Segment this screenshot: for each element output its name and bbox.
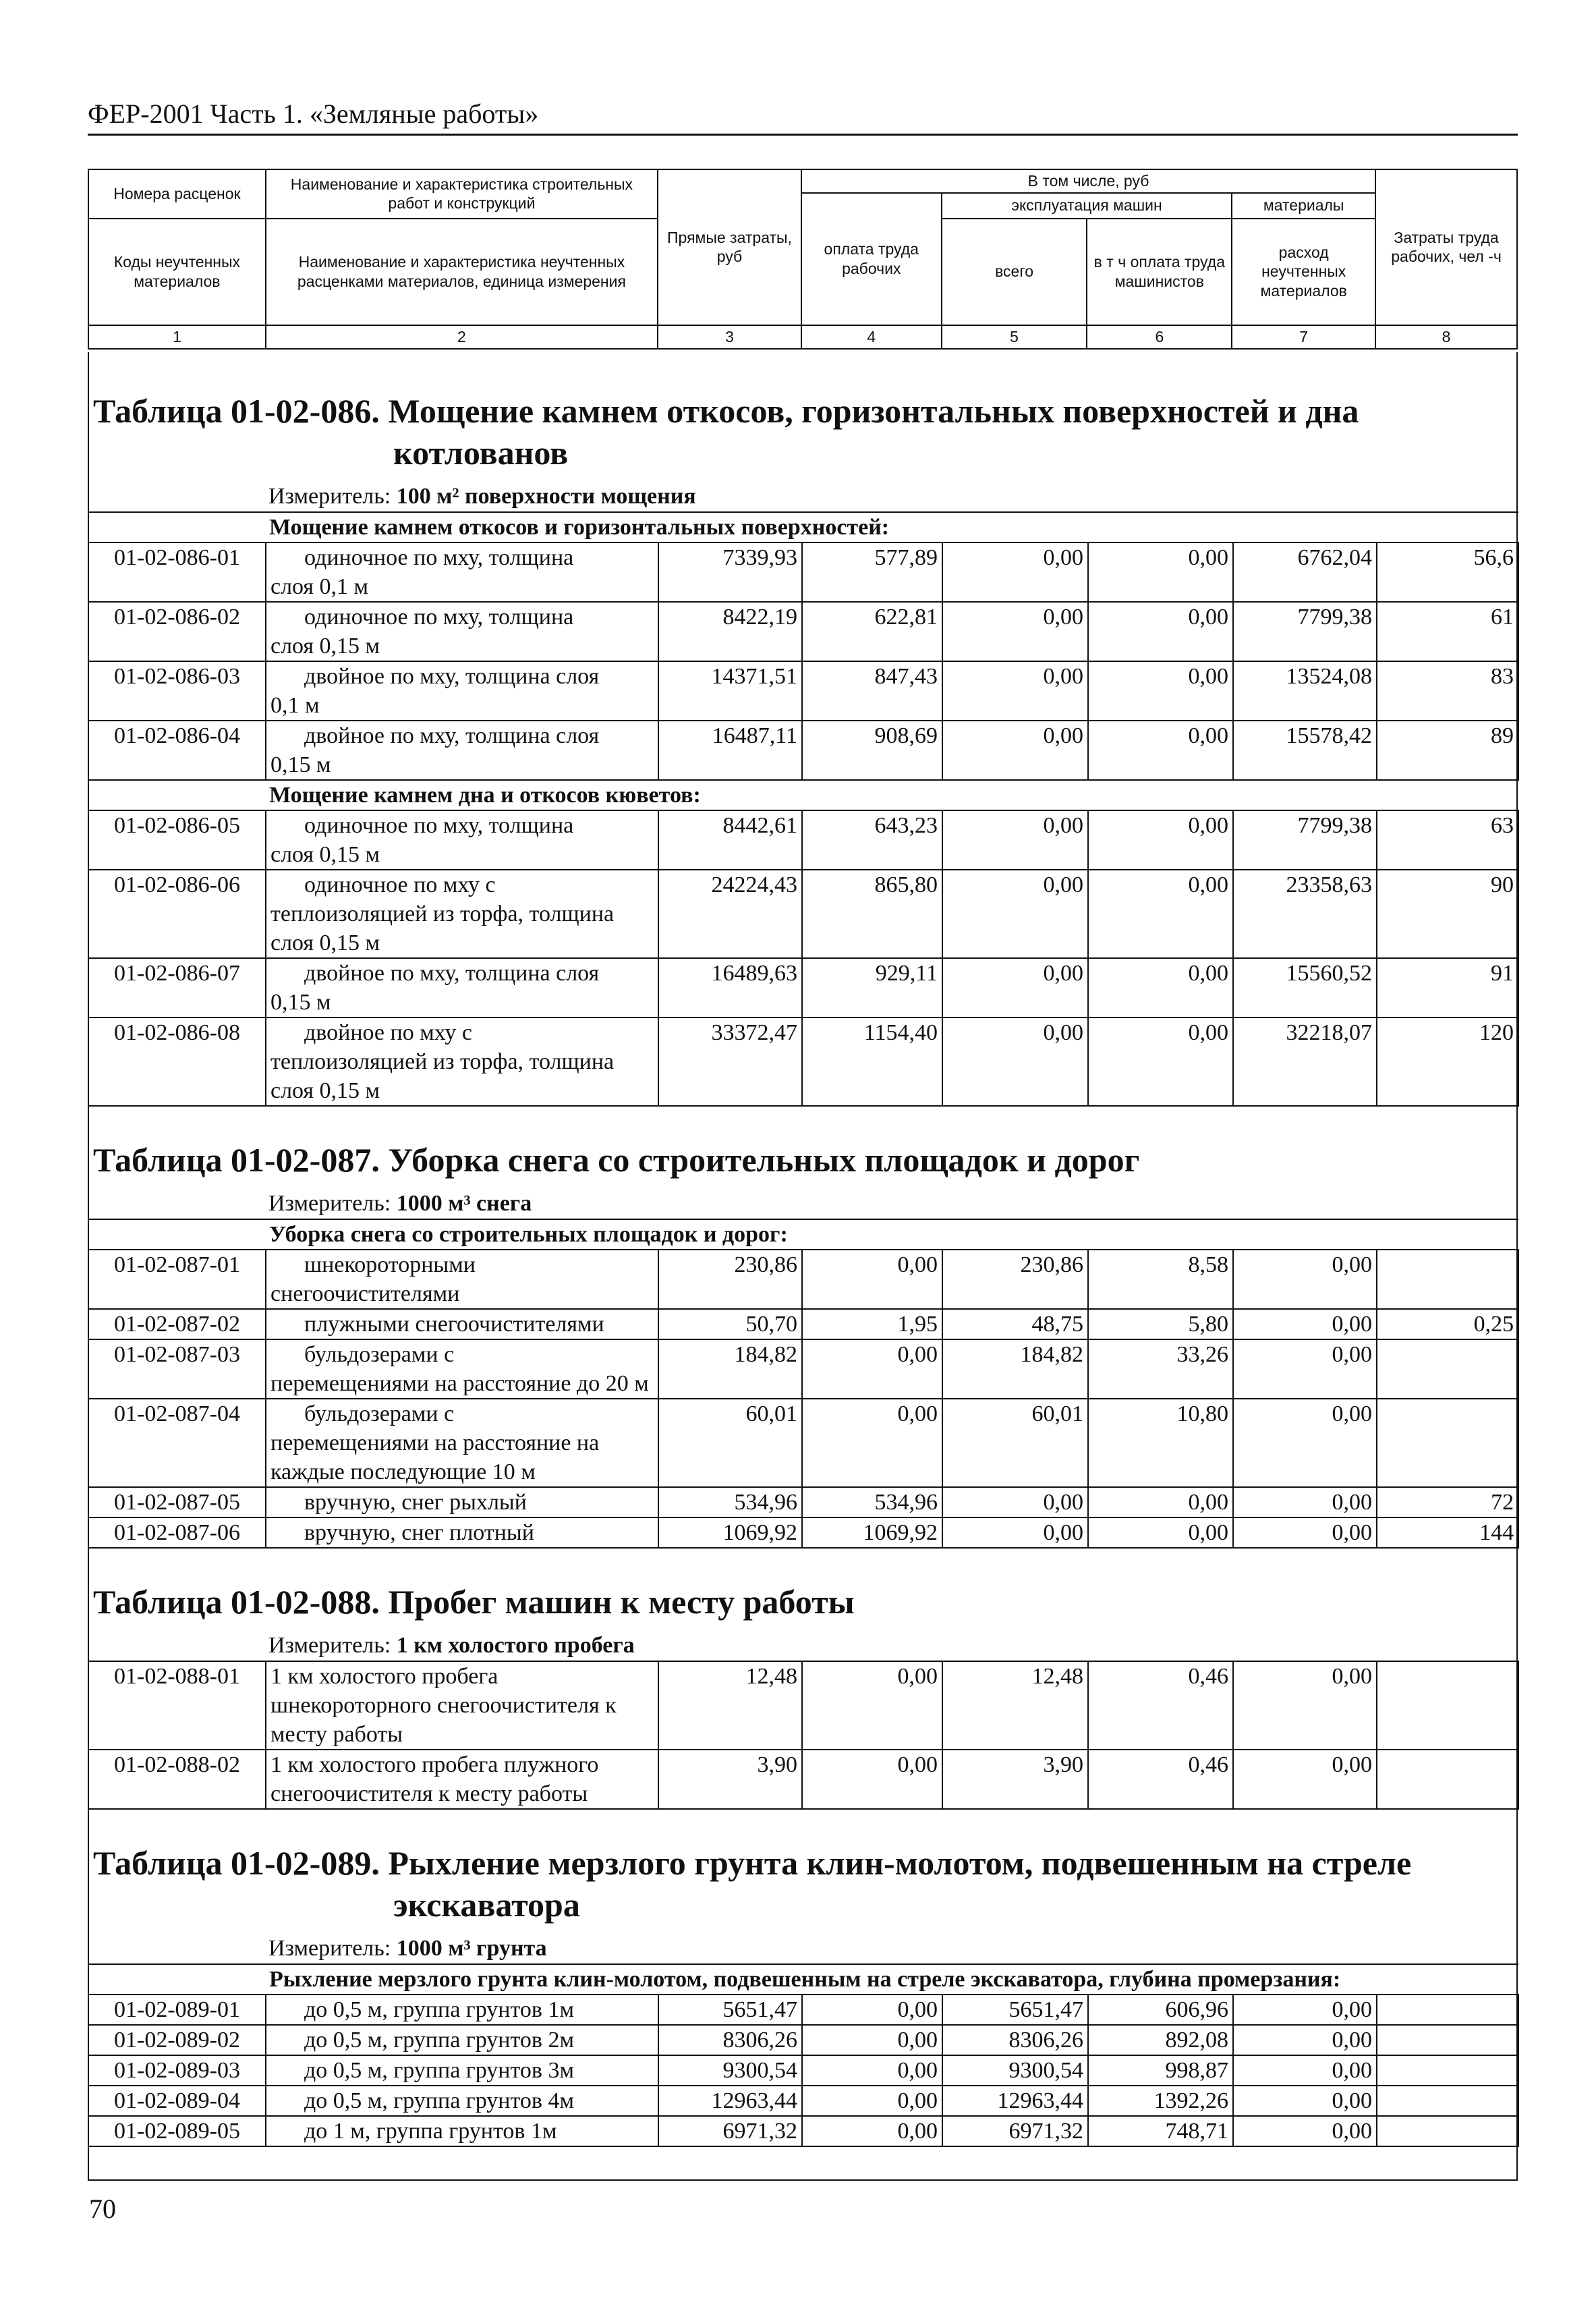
measure-line bbox=[268, 1934, 1518, 1963]
rate-code: 01-02-087-01 bbox=[88, 1250, 266, 1309]
work-name-rest: 0,15 м bbox=[270, 990, 331, 1015]
work-name-first-line: бульдозерами с bbox=[304, 1342, 455, 1367]
group-subtitle-row bbox=[88, 1964, 1518, 1995]
header-c4: оплата труда рабочих bbox=[801, 193, 942, 325]
header-machines: эксплуатация машин bbox=[942, 193, 1232, 219]
value-c3: 9300,54 bbox=[658, 2055, 802, 2086]
value-c5: 0,00 bbox=[942, 1517, 1088, 1548]
work-name bbox=[266, 958, 658, 1018]
value-c6: 8,58 bbox=[1088, 1250, 1233, 1309]
value-c7: 0,00 bbox=[1233, 2055, 1377, 2086]
value-c8 bbox=[1377, 1995, 1518, 2025]
table-title-line: Таблица 01-02-086. Мощение камнем откосов, горизонтальных поверхностей и дна bbox=[93, 392, 1359, 430]
value-c8 bbox=[1377, 2116, 1518, 2146]
value-c3: 1069,92 bbox=[658, 1517, 802, 1548]
table-row bbox=[88, 661, 1518, 721]
table-row bbox=[88, 870, 1518, 958]
work-name-first-line: одиночное по мху, толщина bbox=[304, 605, 574, 630]
table-title bbox=[93, 1139, 1518, 1181]
value-c6: 5,80 bbox=[1088, 1309, 1233, 1339]
work-name-first-line: бульдозерами с bbox=[304, 1401, 455, 1426]
value-c7: 0,00 bbox=[1233, 1995, 1377, 2025]
value-c3: 534,96 bbox=[658, 1487, 802, 1517]
rate-code: 01-02-088-01 bbox=[88, 1661, 266, 1750]
measure-value: 1000 м³ грунта bbox=[396, 1936, 547, 1961]
value-c6: 0,00 bbox=[1088, 1517, 1233, 1548]
work-name bbox=[266, 1018, 658, 1106]
work-name bbox=[266, 870, 658, 958]
value-c5: 0,00 bbox=[942, 721, 1088, 780]
value-c8 bbox=[1377, 1250, 1518, 1309]
work-name bbox=[266, 1750, 658, 1809]
value-c7: 0,00 bbox=[1233, 1339, 1377, 1399]
work-name-first-line: одиночное по мху, толщина bbox=[304, 545, 574, 570]
col-num: 5 bbox=[942, 325, 1087, 349]
value-c6: 998,87 bbox=[1088, 2055, 1233, 2086]
value-c6: 0,00 bbox=[1088, 958, 1233, 1018]
value-c7: 15578,42 bbox=[1233, 721, 1377, 780]
header-c1-top: Номера расценок bbox=[88, 169, 266, 219]
work-name-first-line: двойное по мху, толщина слоя bbox=[304, 723, 600, 748]
group-subtitle: Мощение камнем откосов и горизонтальных поверхностей: bbox=[88, 512, 1518, 542]
value-c6: 1392,26 bbox=[1088, 2086, 1233, 2116]
value-c6: 0,00 bbox=[1088, 1018, 1233, 1106]
value-c6: 0,00 bbox=[1088, 810, 1233, 870]
work-name-first-line: до 0,5 м, группа грунтов 1м bbox=[304, 1997, 574, 2022]
value-c3: 8422,19 bbox=[658, 602, 802, 661]
value-c5: 6971,32 bbox=[942, 2116, 1088, 2146]
value-c5: 48,75 bbox=[942, 1309, 1088, 1339]
header-materials: материалы bbox=[1232, 193, 1375, 219]
header-c5: всего bbox=[942, 219, 1087, 325]
value-c7: 0,00 bbox=[1233, 1487, 1377, 1517]
rate-code: 01-02-089-01 bbox=[88, 1995, 266, 2025]
col-num: 8 bbox=[1375, 325, 1517, 349]
value-c3: 16489,63 bbox=[658, 958, 802, 1018]
rate-code: 01-02-086-01 bbox=[88, 542, 266, 602]
value-c5: 0,00 bbox=[942, 1018, 1088, 1106]
work-name-first-line: шнекороторными bbox=[304, 1252, 476, 1277]
value-c6: 0,00 bbox=[1088, 542, 1233, 602]
value-c8 bbox=[1377, 1661, 1518, 1750]
measure-label: Измеритель: bbox=[268, 1191, 391, 1216]
value-c6: 33,26 bbox=[1088, 1339, 1233, 1399]
table-title-line: котлованов bbox=[393, 434, 569, 472]
table-row bbox=[88, 810, 1518, 870]
table-row bbox=[88, 542, 1518, 602]
value-c3: 7339,93 bbox=[658, 542, 802, 602]
value-c7: 0,00 bbox=[1233, 1517, 1377, 1548]
value-c4: 577,89 bbox=[802, 542, 942, 602]
work-name-first-line: до 0,5 м, группа грунтов 3м bbox=[304, 2058, 574, 2083]
group-subtitle-row bbox=[88, 512, 1518, 542]
value-c5: 12963,44 bbox=[942, 2086, 1088, 2116]
value-c8: 120 bbox=[1377, 1018, 1518, 1106]
value-c3: 6971,32 bbox=[658, 2116, 802, 2146]
work-name-first-line: двойное по мху, толщина слоя bbox=[304, 664, 600, 689]
table-title-line: Таблица 01-02-088. Пробег машин к месту работы bbox=[93, 1583, 855, 1621]
value-c7: 0,00 bbox=[1233, 2086, 1377, 2116]
table-row bbox=[88, 1399, 1518, 1487]
group-subtitle: Мощение камнем дна и откосов кюветов: bbox=[88, 780, 1518, 810]
value-c5: 0,00 bbox=[942, 958, 1088, 1018]
table-row bbox=[88, 721, 1518, 780]
value-c5: 0,00 bbox=[942, 870, 1088, 958]
header-c2-top: Наименование и характеристика строительных работ и конструкций bbox=[266, 169, 658, 219]
rate-tables bbox=[88, 358, 1518, 2147]
rate-table bbox=[88, 1661, 1519, 1810]
measure-value: 100 м² поверхности мощения bbox=[396, 484, 696, 509]
value-c4: 1069,92 bbox=[802, 1517, 942, 1548]
value-c6: 892,08 bbox=[1088, 2025, 1233, 2055]
value-c4: 0,00 bbox=[802, 2055, 942, 2086]
value-c4: 908,69 bbox=[802, 721, 942, 780]
work-name bbox=[266, 721, 658, 780]
value-c4: 643,23 bbox=[802, 810, 942, 870]
rate-code: 01-02-089-02 bbox=[88, 2025, 266, 2055]
value-c8 bbox=[1377, 1339, 1518, 1399]
value-c7: 13524,08 bbox=[1233, 661, 1377, 721]
work-name bbox=[266, 2116, 658, 2146]
col-num: 7 bbox=[1232, 325, 1375, 349]
value-c7: 0,00 bbox=[1233, 1399, 1377, 1487]
measure-line bbox=[268, 1189, 1518, 1219]
rate-code: 01-02-089-03 bbox=[88, 2055, 266, 2086]
table-title bbox=[93, 390, 1518, 474]
header-rule bbox=[88, 134, 1518, 136]
work-name-first-line: до 0,5 м, группа грунтов 2м bbox=[304, 2028, 574, 2053]
rate-table bbox=[88, 1963, 1519, 2147]
value-c3: 5651,47 bbox=[658, 1995, 802, 2025]
rate-code: 01-02-086-07 bbox=[88, 958, 266, 1018]
value-c5: 5651,47 bbox=[942, 1995, 1088, 2025]
value-c4: 534,96 bbox=[802, 1487, 942, 1517]
header-c3: Прямые затраты, руб bbox=[658, 169, 801, 325]
work-name bbox=[266, 2025, 658, 2055]
value-c8: 72 bbox=[1377, 1487, 1518, 1517]
value-c6: 0,00 bbox=[1088, 721, 1233, 780]
table-row bbox=[88, 1250, 1518, 1309]
value-c6: 0,00 bbox=[1088, 661, 1233, 721]
measure-value: 1 км холостого пробега bbox=[396, 1633, 635, 1658]
table-title bbox=[93, 1842, 1518, 1926]
header-c1-bottom: Коды неучтенных материалов bbox=[88, 219, 266, 325]
value-c6: 0,00 bbox=[1088, 1487, 1233, 1517]
table-title-line: экскаватора bbox=[393, 1886, 580, 1924]
value-c5: 9300,54 bbox=[942, 2055, 1088, 2086]
measure-label: Измеритель: bbox=[268, 1936, 391, 1961]
value-c3: 8442,61 bbox=[658, 810, 802, 870]
value-c8: 90 bbox=[1377, 870, 1518, 958]
table-row bbox=[88, 958, 1518, 1018]
group-subtitle-row bbox=[88, 1219, 1518, 1250]
header-incl: В том числе, руб bbox=[801, 169, 1375, 193]
document-header: ФЕР-2001 Часть 1. «Земляные работы» bbox=[88, 99, 539, 129]
value-c3: 12963,44 bbox=[658, 2086, 802, 2116]
value-c7: 23358,63 bbox=[1233, 870, 1377, 958]
value-c8: 0,25 bbox=[1377, 1309, 1518, 1339]
value-c5: 8306,26 bbox=[942, 2025, 1088, 2055]
work-name bbox=[266, 1661, 658, 1750]
work-name-first-line: двойное по мху, толщина слоя bbox=[304, 961, 600, 986]
work-name bbox=[266, 2086, 658, 2116]
work-name-first-line: плужными снегоочистителями bbox=[304, 1312, 604, 1337]
page-number: 70 bbox=[89, 2194, 116, 2224]
value-c4: 847,43 bbox=[802, 661, 942, 721]
work-name bbox=[266, 1487, 658, 1517]
value-c4: 1,95 bbox=[802, 1309, 942, 1339]
value-c3: 16487,11 bbox=[658, 721, 802, 780]
value-c3: 33372,47 bbox=[658, 1018, 802, 1106]
value-c8: 91 bbox=[1377, 958, 1518, 1018]
group-subtitle: Рыхление мерзлого грунта клин-молотом, подвешенным на стреле экскаватора, глубина промерзания: bbox=[88, 1964, 1518, 1995]
value-c8: 61 bbox=[1377, 602, 1518, 661]
work-name-rest: слоя 0,15 м bbox=[270, 634, 380, 659]
work-name bbox=[266, 1250, 658, 1309]
measure-line bbox=[268, 1631, 1518, 1661]
value-c4: 622,81 bbox=[802, 602, 942, 661]
value-c7: 0,00 bbox=[1233, 2025, 1377, 2055]
work-name bbox=[266, 542, 658, 602]
value-c8 bbox=[1377, 2086, 1518, 2116]
table-row bbox=[88, 1517, 1518, 1548]
work-name-rest: 1 км холостого пробега шнекороторного снегоочистителя к месту работы bbox=[270, 1664, 617, 1747]
group-subtitle-row bbox=[88, 780, 1518, 810]
value-c6: 0,46 bbox=[1088, 1750, 1233, 1809]
value-c4: 0,00 bbox=[802, 1995, 942, 2025]
work-name-first-line: вручную, снег плотный bbox=[304, 1520, 534, 1545]
table-row bbox=[88, 1018, 1518, 1106]
rate-code: 01-02-087-03 bbox=[88, 1339, 266, 1399]
value-c3: 184,82 bbox=[658, 1339, 802, 1399]
work-name bbox=[266, 661, 658, 721]
rate-code: 01-02-086-05 bbox=[88, 810, 266, 870]
value-c4: 0,00 bbox=[802, 2025, 942, 2055]
table-row bbox=[88, 2025, 1518, 2055]
group-subtitle: Уборка снега со строительных площадок и дорог: bbox=[88, 1219, 1518, 1250]
work-name bbox=[266, 1309, 658, 1339]
header-c7: расход неучтенных материалов bbox=[1232, 219, 1375, 325]
value-c7: 0,00 bbox=[1233, 1309, 1377, 1339]
work-name-first-line: одиночное по мху с bbox=[304, 872, 496, 897]
value-c4: 0,00 bbox=[802, 1750, 942, 1809]
header-c6: в т ч оплата труда машинистов bbox=[1087, 219, 1232, 325]
value-c4: 0,00 bbox=[802, 2086, 942, 2116]
value-c5: 0,00 bbox=[942, 661, 1088, 721]
value-c5: 0,00 bbox=[942, 602, 1088, 661]
value-c3: 60,01 bbox=[658, 1399, 802, 1487]
value-c5: 3,90 bbox=[942, 1750, 1088, 1809]
value-c6: 0,46 bbox=[1088, 1661, 1233, 1750]
rate-code: 01-02-086-06 bbox=[88, 870, 266, 958]
rate-table bbox=[88, 1219, 1519, 1549]
value-c7: 6762,04 bbox=[1233, 542, 1377, 602]
value-c3: 24224,43 bbox=[658, 870, 802, 958]
work-name bbox=[266, 1399, 658, 1487]
value-c6: 606,96 bbox=[1088, 1995, 1233, 2025]
value-c3: 8306,26 bbox=[658, 2025, 802, 2055]
col-num: 2 bbox=[266, 325, 658, 349]
value-c4: 0,00 bbox=[802, 2116, 942, 2146]
value-c6: 748,71 bbox=[1088, 2116, 1233, 2146]
value-c6: 0,00 bbox=[1088, 870, 1233, 958]
rate-code: 01-02-086-08 bbox=[88, 1018, 266, 1106]
rate-code: 01-02-087-05 bbox=[88, 1487, 266, 1517]
work-name bbox=[266, 602, 658, 661]
value-c7: 7799,38 bbox=[1233, 810, 1377, 870]
col-num: 6 bbox=[1087, 325, 1232, 349]
value-c3: 50,70 bbox=[658, 1309, 802, 1339]
table-title-line: Таблица 01-02-089. Рыхление мерзлого грунта клин-молотом, подвешенным на стреле bbox=[93, 1844, 1412, 1882]
table-title bbox=[93, 1581, 1518, 1623]
work-name-rest: теплоизоляцией из торфа, толщина слоя 0,15 м bbox=[270, 901, 615, 955]
rate-code: 01-02-087-06 bbox=[88, 1517, 266, 1548]
work-name-first-line: до 1 м, группа грунтов 1м bbox=[304, 2119, 557, 2144]
column-header-table bbox=[88, 169, 1518, 350]
table-row bbox=[88, 1750, 1518, 1809]
value-c8: 144 bbox=[1377, 1517, 1518, 1548]
measure-line bbox=[268, 482, 1518, 511]
rate-code: 01-02-088-02 bbox=[88, 1750, 266, 1809]
value-c5: 0,00 bbox=[942, 542, 1088, 602]
table-row bbox=[88, 1309, 1518, 1339]
work-name-rest: слоя 0,15 м bbox=[270, 842, 380, 867]
work-name-first-line: одиночное по мху, толщина bbox=[304, 813, 574, 838]
value-c7: 7799,38 bbox=[1233, 602, 1377, 661]
table-row bbox=[88, 1487, 1518, 1517]
value-c5: 0,00 bbox=[942, 1487, 1088, 1517]
value-c3: 230,86 bbox=[658, 1250, 802, 1309]
value-c4: 0,00 bbox=[802, 1661, 942, 1750]
rate-code: 01-02-087-02 bbox=[88, 1309, 266, 1339]
work-name-first-line: двойное по мху с bbox=[304, 1020, 473, 1045]
value-c4: 929,11 bbox=[802, 958, 942, 1018]
rate-code: 01-02-086-02 bbox=[88, 602, 266, 661]
col-num: 4 bbox=[801, 325, 942, 349]
value-c5: 60,01 bbox=[942, 1399, 1088, 1487]
rate-code: 01-02-086-04 bbox=[88, 721, 266, 780]
value-c7: 32218,07 bbox=[1233, 1018, 1377, 1106]
value-c5: 230,86 bbox=[942, 1250, 1088, 1309]
value-c3: 3,90 bbox=[658, 1750, 802, 1809]
value-c8 bbox=[1377, 2055, 1518, 2086]
value-c8: 89 bbox=[1377, 721, 1518, 780]
value-c7: 0,00 bbox=[1233, 1250, 1377, 1309]
table-row bbox=[88, 2116, 1518, 2146]
value-c7: 15560,52 bbox=[1233, 958, 1377, 1018]
work-name bbox=[266, 2055, 658, 2086]
value-c8 bbox=[1377, 2025, 1518, 2055]
work-name bbox=[266, 1517, 658, 1548]
work-name-rest: перемещениями на расстояние на каждые последующие 10 м bbox=[270, 1430, 600, 1484]
header-c8: Затраты труда рабочих, чел -ч bbox=[1375, 169, 1517, 325]
table-row bbox=[88, 1661, 1518, 1750]
work-name bbox=[266, 1339, 658, 1399]
work-name-rest: 0,15 м bbox=[270, 752, 331, 777]
value-c7: 0,00 bbox=[1233, 2116, 1377, 2146]
work-name-first-line: вручную, снег рыхлый bbox=[304, 1490, 527, 1515]
col-num: 3 bbox=[658, 325, 801, 349]
value-c4: 1154,40 bbox=[802, 1018, 942, 1106]
rate-code: 01-02-086-03 bbox=[88, 661, 266, 721]
value-c7: 0,00 bbox=[1233, 1661, 1377, 1750]
rate-code: 01-02-087-04 bbox=[88, 1399, 266, 1487]
col-num: 1 bbox=[88, 325, 266, 349]
value-c4: 0,00 bbox=[802, 1399, 942, 1487]
rate-code: 01-02-089-05 bbox=[88, 2116, 266, 2146]
measure-label: Измеритель: bbox=[268, 484, 391, 509]
work-name bbox=[266, 1995, 658, 2025]
value-c4: 0,00 bbox=[802, 1339, 942, 1399]
value-c5: 0,00 bbox=[942, 810, 1088, 870]
value-c8: 56,6 bbox=[1377, 542, 1518, 602]
value-c8 bbox=[1377, 1750, 1518, 1809]
value-c8: 83 bbox=[1377, 661, 1518, 721]
table-row bbox=[88, 2086, 1518, 2116]
measure-label: Измеритель: bbox=[268, 1633, 391, 1658]
value-c3: 14371,51 bbox=[658, 661, 802, 721]
table-row bbox=[88, 602, 1518, 661]
value-c3: 12,48 bbox=[658, 1661, 802, 1750]
value-c8: 63 bbox=[1377, 810, 1518, 870]
work-name-rest: 1 км холостого пробега плужного снегоочистителя к месту работы bbox=[270, 1752, 599, 1806]
table-row bbox=[88, 2055, 1518, 2086]
value-c8 bbox=[1377, 1399, 1518, 1487]
table-row bbox=[88, 1339, 1518, 1399]
work-name-rest: теплоизоляцией из торфа, толщина слоя 0,15 м bbox=[270, 1049, 615, 1103]
work-name-rest: слоя 0,1 м bbox=[270, 574, 369, 599]
table-title-line: Таблица 01-02-087. Уборка снега со строительных площадок и дорог bbox=[93, 1141, 1140, 1179]
work-name bbox=[266, 810, 658, 870]
work-name-rest: 0,1 м bbox=[270, 693, 320, 718]
table-row bbox=[88, 1995, 1518, 2025]
work-name-rest: перемещениями на расстояние до 20 м bbox=[270, 1371, 649, 1396]
header-c2-bottom: Наименование и характеристика неучтенных расценками материалов, единица измерения bbox=[266, 219, 658, 325]
work-name-first-line: до 0,5 м, группа грунтов 4м bbox=[304, 2088, 574, 2113]
value-c4: 0,00 bbox=[802, 1250, 942, 1309]
value-c5: 12,48 bbox=[942, 1661, 1088, 1750]
value-c5: 184,82 bbox=[942, 1339, 1088, 1399]
value-c7: 0,00 bbox=[1233, 1750, 1377, 1809]
work-name-rest: снегоочистителями bbox=[270, 1281, 460, 1306]
rate-code: 01-02-089-04 bbox=[88, 2086, 266, 2116]
value-c6: 10,80 bbox=[1088, 1399, 1233, 1487]
value-c6: 0,00 bbox=[1088, 602, 1233, 661]
measure-value: 1000 м³ снега bbox=[396, 1191, 532, 1216]
value-c4: 865,80 bbox=[802, 870, 942, 958]
rate-table bbox=[88, 511, 1519, 1107]
